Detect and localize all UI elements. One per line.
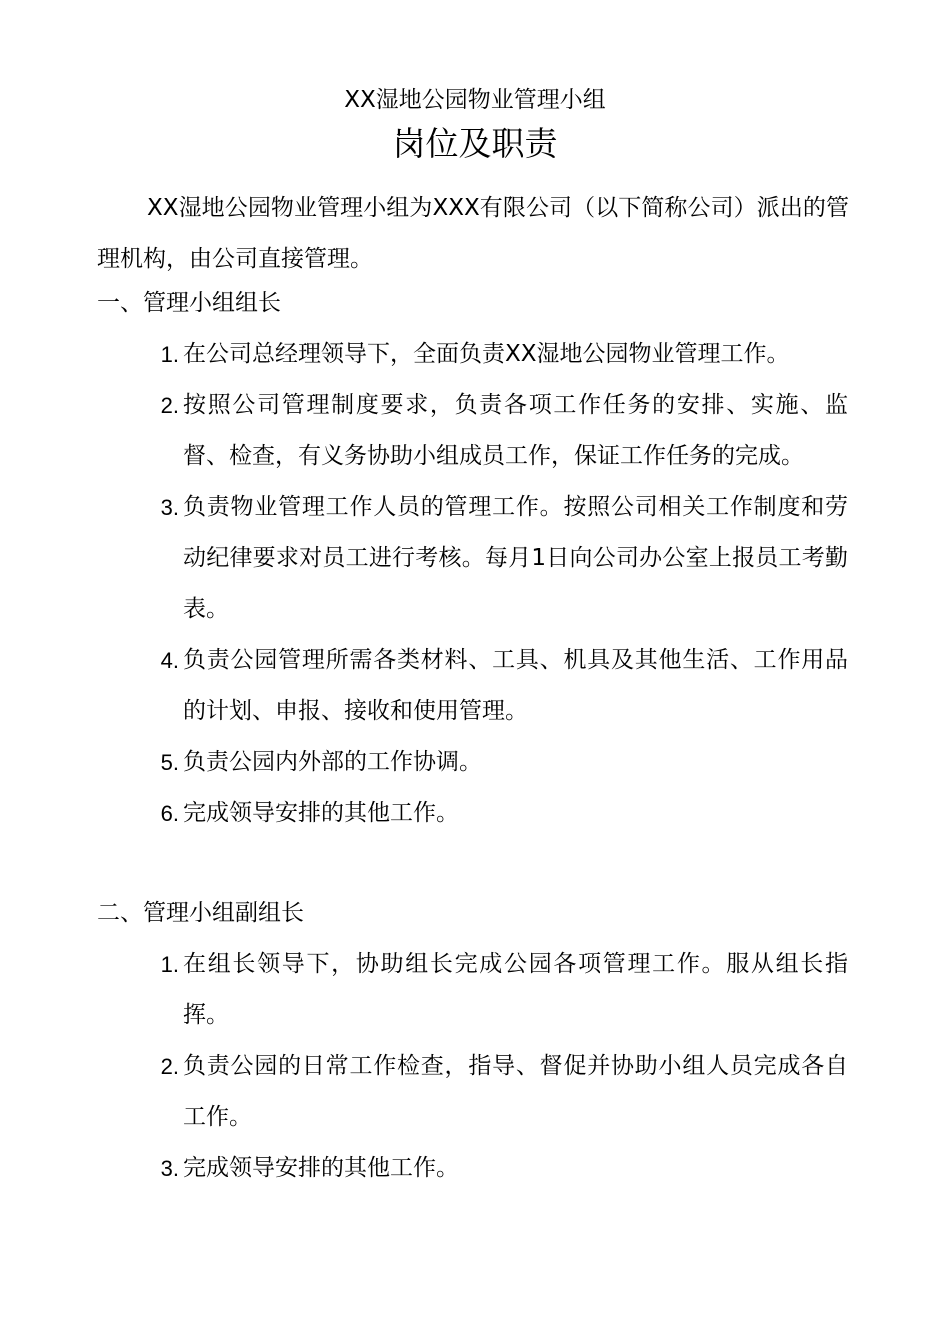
deputy-duties-list [160, 939, 848, 1194]
list-item [160, 788, 848, 839]
list-item-text: 负责物业管理工作人员的管理工作。按照公司相关工作制度和劳动纪律要求对员工进行考核。每月1日向公司办公室上报员工考勤表。 [183, 494, 848, 622]
list-item-number: 3. [160, 1156, 179, 1181]
list-item-text: 负责公园管理所需各类材料、工具、机具及其他生活、工作用品的计划、申报、接收和使用管理。 [183, 647, 848, 724]
list-item [160, 635, 848, 737]
list-item-number: 6. [160, 801, 179, 826]
section-heading-leader: 一、管理小组组长 [97, 290, 281, 316]
document-main-title: 岗位及职责 [392, 124, 558, 163]
list-item-text: 在组长领导下，协助组长完成公园各项管理工作。服从组长指挥。 [183, 951, 848, 1028]
list-item [160, 737, 848, 788]
list-item [160, 329, 848, 380]
list-item [160, 1143, 848, 1194]
list-item-number: 3. [160, 495, 179, 520]
list-item-number: 5. [160, 750, 179, 775]
intro-paragraph: XX湿地公园物业管理小组为XXX有限公司（以下简称公司）派出的管理机构，由公司直接管理。 [97, 195, 849, 272]
list-item-text: 在公司总经理领导下，全面负责XX湿地公园物业管理工作。 [183, 341, 790, 367]
list-item-text: 按照公司管理制度要求，负责各项工作任务的安排、实施、监督、检查，有义务协助小组成员工作，保证工作任务的完成。 [183, 392, 848, 469]
list-item [160, 1041, 848, 1143]
list-item-text: 完成领导安排的其他工作。 [183, 1155, 459, 1181]
leader-duties-list [160, 329, 848, 839]
list-item-number: 2. [160, 1054, 179, 1079]
section-heading-deputy: 二、管理小组副组长 [97, 900, 304, 926]
list-item [160, 380, 848, 482]
list-item-number: 2. [160, 393, 179, 418]
list-item-number: 1. [160, 952, 179, 977]
list-item-text: 负责公园的日常工作检查，指导、督促并协助小组人员完成各自工作。 [183, 1053, 848, 1130]
list-item-text: 负责公园内外部的工作协调。 [183, 749, 482, 775]
list-item [160, 482, 848, 635]
list-item-number: 1. [160, 342, 179, 367]
list-item-text: 完成领导安排的其他工作。 [183, 800, 459, 826]
list-item [160, 939, 848, 1041]
list-item-number: 4. [160, 648, 179, 673]
document-org-title: XX湿地公园物业管理小组 [344, 87, 606, 113]
